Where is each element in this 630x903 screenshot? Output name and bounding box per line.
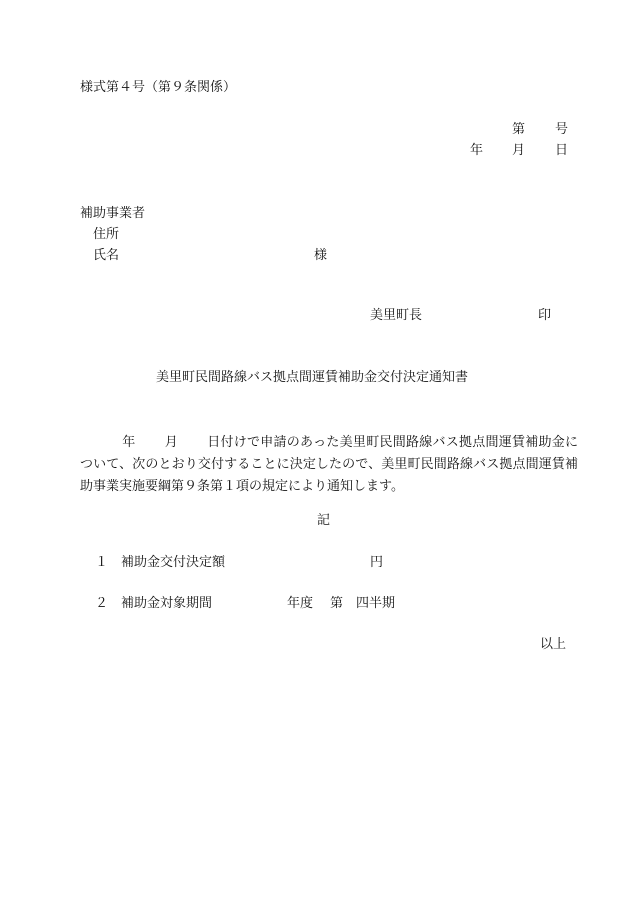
body-paragraph [80,432,578,498]
item-2-fiscal-year: 年度 [287,596,314,611]
date-day: 日 [555,143,569,158]
ki-marker: 記 [317,513,331,528]
document-title: 美里町民間路線バス拠点間運賃補助金交付決定通知書 [156,370,469,385]
date-month: 月 [512,143,526,158]
date-year: 年 [470,143,484,158]
address-label: 住所 [93,227,120,242]
addressee-heading: 補助事業者 [80,206,146,221]
item-1-unit: 円 [370,555,384,570]
item-2-label: 補助金対象期間 [121,596,213,611]
closing-ijou: 以上 [540,637,567,652]
item-1-label: 補助金交付決定額 [121,555,226,570]
document-number-dai: 第 [512,122,526,137]
document-number-go: 号 [555,122,569,137]
form-label: 様式第４号（第９条関係） [80,80,237,95]
body-text: 日付けで申請のあった美里町民間路線バス拠点間運賃補助金について、次のとおり交付することに決定したので、美里町民間路線バス拠点間運賃補助事業実施要綱第９条第１項の規定により通知します。 [80,435,578,494]
issuer-title: 美里町長 [370,308,423,323]
body-month: 月 [164,435,179,450]
seal-mark: 印 [538,308,552,323]
item-1-number: １ [95,555,109,570]
honorific: 様 [314,248,328,263]
body-year: 年 [122,435,136,450]
name-label: 氏名 [93,248,120,263]
item-2-dai: 第 [330,596,344,611]
item-2-quarter: 四半期 [356,596,396,611]
item-2-number: ２ [95,596,109,611]
